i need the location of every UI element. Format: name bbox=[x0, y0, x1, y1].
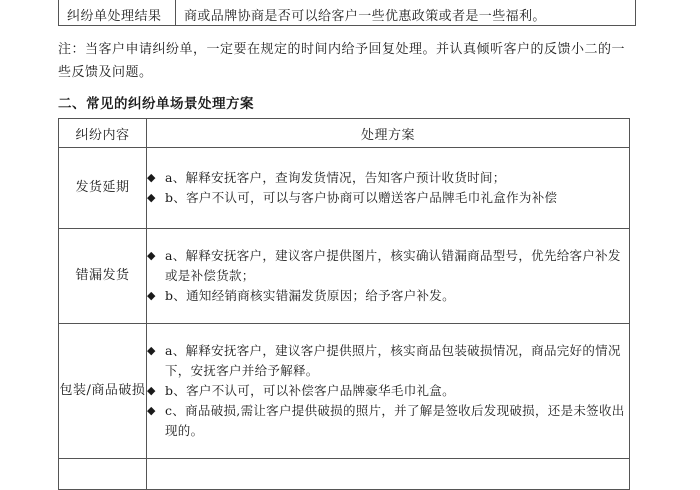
diamond-bullet-icon: ◆ bbox=[147, 289, 156, 302]
header-dispute-content: 纠纷内容 bbox=[59, 119, 147, 148]
solution-cell bbox=[147, 459, 630, 490]
table-row bbox=[59, 148, 630, 229]
list-item bbox=[147, 168, 629, 188]
diamond-bullet-icon: ◆ bbox=[147, 249, 156, 262]
diamond-bullet-icon: ◆ bbox=[147, 191, 156, 204]
category-cell: 错漏发货 bbox=[59, 229, 147, 324]
list-item bbox=[147, 341, 629, 381]
table-row bbox=[59, 229, 630, 324]
solution-cell bbox=[147, 229, 630, 324]
dispute-scenario-table bbox=[58, 118, 630, 490]
item-text: a、解释安抚客户，建议客户提供图片，核实确认错漏商品型号，优先给客户补发或是补偿货款； bbox=[165, 248, 621, 283]
list-item bbox=[147, 381, 629, 401]
item-text: b、客户不认可，可以与客户协商可以赠送客户品牌毛巾礼盒作为补偿 bbox=[165, 190, 558, 205]
item-text: a、解释安抚客户，建议客户提供照片，核实商品包装破损情况，商品完好的情况下，安抚客户并给予解释。 bbox=[165, 343, 621, 378]
diamond-bullet-icon: ◆ bbox=[147, 344, 156, 357]
diamond-bullet-icon: ◆ bbox=[147, 171, 156, 184]
table-divider bbox=[175, 0, 176, 25]
table-row bbox=[59, 459, 630, 490]
header-solution: 处理方案 bbox=[147, 119, 630, 148]
category-cell: 包装/商品破损 bbox=[59, 324, 147, 459]
solution-cell bbox=[147, 324, 630, 459]
result-table-partial bbox=[58, 0, 636, 26]
solution-cell bbox=[147, 148, 630, 229]
list-item bbox=[147, 401, 629, 441]
item-text: b、客户不认可，可以补偿客户品牌豪华毛巾礼盒。 bbox=[165, 383, 455, 398]
diamond-bullet-icon: ◆ bbox=[147, 404, 156, 417]
list-item bbox=[147, 188, 629, 208]
section-heading: 二、常见的纠纷单场景处理方案 bbox=[58, 96, 254, 112]
category-cell bbox=[59, 459, 147, 490]
item-text: a、解释安抚客户，查询发货情况，告知客户预计收货时间； bbox=[165, 170, 506, 185]
table-row bbox=[59, 324, 630, 459]
item-text: b、通知经销商核实错漏发货原因；给予客户补发。 bbox=[165, 288, 455, 303]
list-item bbox=[147, 286, 629, 306]
result-content: 商或品牌协商是否可以给客户一些优惠政策或者是一些福利。 bbox=[184, 9, 546, 24]
diamond-bullet-icon: ◆ bbox=[147, 384, 156, 397]
category-cell: 发货延期 bbox=[59, 148, 147, 229]
result-label: 纠纷单处理结果 bbox=[67, 9, 162, 24]
item-text: c、商品破损,需让客户提供破损的照片，并了解是签收后发现破损，还是未签收出现的。 bbox=[165, 403, 625, 438]
list-item bbox=[147, 246, 629, 286]
note-paragraph: 注：当客户申请纠纷单，一定要在规定的时间内给予回复处理。并认真倾听客户的反馈小二的一些反馈及问题。 bbox=[58, 42, 626, 80]
table-header-row bbox=[59, 119, 630, 148]
